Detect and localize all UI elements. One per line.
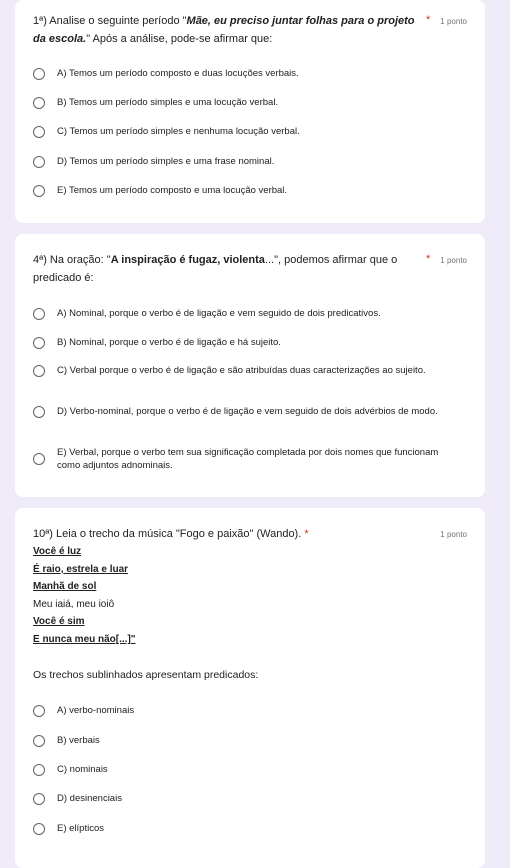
lyric-line: Você é luz [33, 546, 82, 557]
title-text: 4ª) Na oração: " [33, 254, 111, 266]
lyric-line: Você é sim [33, 616, 85, 627]
lyric-line: Manhã de sol [33, 581, 97, 592]
option-e[interactable] [33, 184, 453, 197]
points-label: 1 ponto [440, 530, 467, 539]
radio-button[interactable] [33, 126, 45, 138]
option-d[interactable] [33, 792, 453, 805]
radio-button[interactable] [33, 793, 45, 805]
required-asterisk: * [304, 528, 309, 540]
option-label: B) Nominal, porque o verbo é de ligação e há sujeito. [57, 337, 281, 348]
radio-button[interactable] [33, 185, 45, 197]
option-c[interactable] [33, 763, 453, 776]
title-text: ...", podemos afirmar que o predicado é: [33, 254, 398, 284]
radio-button[interactable] [33, 337, 45, 349]
option-label: A) Temos um período composto e duas locuções verbais. [57, 68, 299, 79]
radio-button[interactable] [33, 705, 45, 717]
points-label: 1 ponto [440, 17, 467, 26]
option-label: C) Verbal porque o verbo é de ligação e são atribuídas duas caracterizações ao sujeito. [57, 365, 426, 376]
radio-button[interactable] [33, 764, 45, 776]
question-card-10 [15, 508, 485, 868]
question-title [33, 525, 333, 543]
lyric-line: Meu iaiá, meu ioiô [33, 599, 115, 610]
option-label: B) verbais [57, 735, 100, 746]
option-d[interactable] [33, 155, 453, 168]
option-label: B) Temos um período simples e uma locução verbal. [57, 97, 279, 108]
option-a[interactable] [33, 704, 453, 717]
option-label: D) desinenciais [57, 793, 122, 804]
radio-button[interactable] [33, 156, 45, 168]
option-d[interactable] [33, 405, 453, 418]
radio-button[interactable] [33, 365, 45, 377]
radio-button[interactable] [33, 735, 45, 747]
title-text: 10ª) Leia o trecho da música "Fogo e paixão" (Wando). [33, 528, 302, 540]
option-label: C) nominais [57, 764, 108, 775]
option-label: E) Verbal, porque o verbo tem sua significação completada por dois nomes que funcionam como adjuntos adnominais. [57, 447, 439, 471]
option-e[interactable] [33, 822, 453, 835]
option-label: E) Temos um período composto e uma locução verbal. [57, 185, 288, 196]
points-label: 1 ponto [440, 256, 467, 265]
title-text: 1ª) Analise o seguinte período " [33, 15, 187, 27]
question-title [33, 251, 423, 287]
option-a[interactable] [33, 307, 453, 320]
radio-button[interactable] [33, 97, 45, 109]
radio-button[interactable] [33, 453, 45, 465]
question-title [33, 12, 423, 48]
option-a[interactable] [33, 67, 453, 80]
lyric-line: E nunca meu não[...]" [33, 634, 136, 645]
radio-button[interactable] [33, 406, 45, 418]
option-label: D) Temos um período simples e uma frase nominal. [57, 156, 275, 167]
option-label: A) Nominal, porque o verbo é de ligação e vem seguido de dois predicativos. [57, 308, 381, 319]
title-quote: Mãe, eu preciso juntar folhas para o projeto da escola. [33, 15, 415, 45]
required-asterisk: * [426, 14, 431, 26]
title-quote: A inspiração é fugaz, violenta [110, 254, 265, 266]
option-label: D) Verbo-nominal, porque o verbo é de ligação e vem seguido de dois advérbios de modo. [57, 406, 438, 417]
option-label: C) Temos um período simples e nenhuma locução verbal. [57, 126, 300, 137]
title-text: " Após a análise, pode-se afirmar que: [86, 33, 273, 45]
option-c[interactable] [33, 364, 453, 377]
radio-button[interactable] [33, 68, 45, 80]
question-card-1 [15, 0, 485, 223]
option-b[interactable] [33, 336, 453, 349]
question-card-4 [15, 234, 485, 497]
option-b[interactable] [33, 96, 453, 109]
option-b[interactable] [33, 734, 453, 747]
option-e[interactable] [33, 446, 453, 472]
option-label: A) verbo-nominais [57, 705, 135, 716]
radio-button[interactable] [33, 308, 45, 320]
lyric-line: É raio, estrela e luar [33, 564, 129, 575]
question-prompt: Os trechos sublinhados apresentam predicados: [33, 669, 259, 681]
option-c[interactable] [33, 125, 453, 138]
radio-button[interactable] [33, 823, 45, 835]
option-label: E) elípticos [57, 823, 104, 834]
required-asterisk: * [426, 253, 431, 265]
